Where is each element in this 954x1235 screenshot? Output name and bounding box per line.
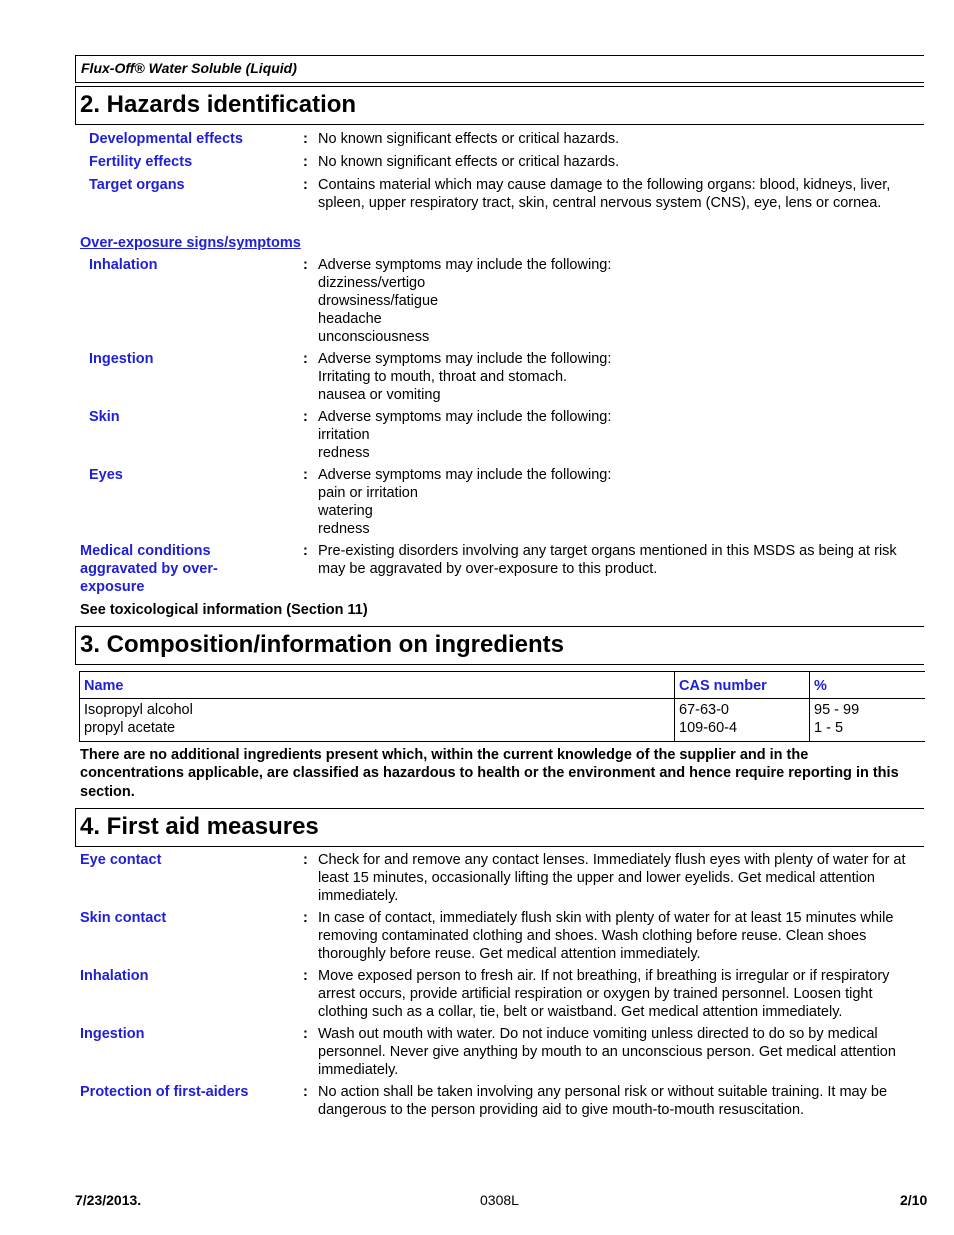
overexposure-ingestion-label: Ingestion (89, 351, 154, 367)
medical-conditions-label: Medical conditions aggravated by over-exposure (80, 543, 218, 595)
symptom-line: nausea or vomiting (318, 387, 441, 403)
symptom-line: irritation (318, 427, 370, 443)
symptom-line: Adverse symptoms may include the following: (318, 351, 612, 367)
first-aid-skin-label: Skin contact (80, 910, 167, 926)
first-aid-inhalation-value: Move exposed person to fresh air. If not breathing, if breathing is irregular or if respiratory arrest occurs, provide artificial respiration or oxygen by trained personnel. Loosen tight clothing such as a collar, tie, belt or waistband. Get medical attention immediately. (318, 968, 890, 1020)
developmental-effects-label: Developmental effects (89, 131, 243, 147)
ingredients-table (79, 671, 925, 742)
footer-date: 7/23/2013. (75, 1192, 142, 1208)
footer-page-number: 2/10 (900, 1192, 928, 1208)
first-aid-protection-row: Protection of first-aiders : No action shall be taken involving any personal risk or without suitable training. It may be dangerous to the person providing aid to give mouth-to-mouth resuscitation. (75, 1083, 924, 1119)
symptom-line: Irritating to mouth, throat and stomach. (318, 369, 568, 385)
symptom-line: redness (318, 521, 370, 537)
section-3-heading: 3. Composition/information on ingredients (75, 626, 924, 665)
symptom-line: Adverse symptoms may include the following: (318, 467, 612, 483)
overexposure-skin-label: Skin (89, 409, 120, 425)
fertility-effects-value: No known significant effects or critical hazards. (318, 154, 620, 170)
first-aid-ingestion-value: Wash out mouth with water. Do not induce vomiting unless directed to do so by medical personnel. Never give anything by mouth to an unconscious person. Get medical attention immediately. (318, 1026, 896, 1078)
first-aid-ingestion-row: Ingestion : Wash out mouth with water. Do not induce vomiting unless directed to do so by medical personnel. Never give anything by mouth to an unconscious person. Get medical attention immediately. (75, 1025, 924, 1079)
ingredient-names: Isopropyl alcohol propyl acetate (80, 698, 675, 741)
col-header-name: Name (80, 671, 675, 698)
overexposure-eyes-label: Eyes (89, 467, 123, 483)
first-aid-inhalation-row: Inhalation : Move exposed person to fresh air. If not breathing, if breathing is irregular or if respiratory arrest occurs, provide artificial respiration or oxygen by trained personnel. Loosen tight clothing such as a collar, tie, belt or waistband. Get medical attention immediately. (75, 967, 924, 1021)
symptom-line: Adverse symptoms may include the following: (318, 409, 612, 425)
fertility-effects-row: Fertility effects : No known significant effects or critical hazards. (75, 153, 924, 171)
footer-code: 0308L (480, 1192, 519, 1208)
first-aid-ingestion-label: Ingestion (80, 1026, 145, 1042)
developmental-effects-value: No known significant effects or critical hazards. (318, 131, 620, 147)
first-aid-protection-value: No action shall be taken involving any personal risk or without suitable training. It may be dangerous to the person providing aid to give mouth-to-mouth resuscitation. (318, 1084, 888, 1118)
first-aid-eye-row: Eye contact : Check for and remove any contact lenses. Immediately flush eyes with plenty of water for at least 15 minutes, occasionally lifting the upper and lower eyelids. Get medical attention immediately. (75, 851, 924, 905)
col-header-percent: % (810, 671, 926, 698)
developmental-effects-row: Developmental effects : No known significant effects or critical hazards. (75, 130, 924, 148)
table-header-row (80, 671, 926, 698)
symptom-line: drowsiness/fatigue (318, 293, 439, 309)
overexposure-eyes-row: Eyes : Adverse symptoms may include the following: pain or irritation watering redness (75, 466, 924, 538)
symptom-line: redness (318, 445, 370, 461)
medical-conditions-value: Pre-existing disorders involving any target organs mentioned in this MSDS as being at risk may be aggravated by over-exposure to this product. (318, 543, 897, 577)
target-organs-value: Contains material which may cause damage to the following organs: blood, kidneys, liver, spleen, upper respiratory tract, skin, central nervous system (CNS), eye, lens or cornea. (318, 177, 891, 211)
composition-note: There are no additional ingredients present which, within the current knowledge of the supplier and in the concentrations applicable, are classified as hazardous to health or the environment and hence require reporting in this section. (80, 746, 899, 800)
first-aid-skin-value: In case of contact, immediately flush skin with plenty of water for at least 15 minutes while removing contaminated clothing and shoes. Wash clothing before reuse. Clean shoes thoroughly before reuse. Get medical attention immediately. (318, 910, 894, 962)
first-aid-protection-label: Protection of first-aiders (80, 1084, 249, 1100)
ingredient-percentages: 95 - 99 1 - 5 (810, 698, 926, 741)
toxicological-note: See toxicological information (Section 11) (80, 602, 368, 618)
symptom-line: Adverse symptoms may include the following: (318, 257, 612, 273)
target-organs-row: Target organs : Contains material which may cause damage to the following organs: blood, kidneys, liver, spleen, upper respiratory tract, skin, central nervous system (CNS), eye, lens or cornea. (75, 176, 924, 212)
col-header-cas: CAS number (675, 671, 810, 698)
overexposure-inhalation-row: Inhalation : Adverse symptoms may include the following: dizziness/vertigo drowsiness/fatigue headache unconsciousness (75, 256, 924, 346)
symptom-line: unconsciousness (318, 329, 430, 345)
first-aid-skin-row: Skin contact : In case of contact, immediately flush skin with plenty of water for at least 15 minutes while removing contaminated clothing and shoes. Wash clothing before reuse. Clean shoes thoroughly before reuse. Get medical attention immediately. (75, 909, 924, 963)
section-2-heading: 2. Hazards identification (75, 86, 924, 125)
overexposure-ingestion-row: Ingestion : Adverse symptoms may include the following: Irritating to mouth, throat and stomach. nausea or vomiting (75, 350, 924, 404)
ingredient-cas-numbers: 67-63-0 109-60-4 (675, 698, 810, 741)
section-4-heading: 4. First aid measures (75, 808, 924, 847)
symptom-line: dizziness/vertigo (318, 275, 426, 291)
medical-conditions-row: Medical conditions aggravated by over-exposure : Pre-existing disorders involving any target organs mentioned in this MSDS as being at risk may be aggravated by over-exposure to this product. (75, 542, 924, 596)
overexposure-skin-row: Skin : Adverse symptoms may include the following: irritation redness (75, 408, 924, 462)
overexposure-heading[interactable]: Over-exposure signs/symptoms (80, 235, 301, 251)
overexposure-inhalation-label: Inhalation (89, 257, 158, 273)
table-row (80, 698, 926, 741)
symptom-line: pain or irritation (318, 485, 418, 501)
symptom-line: watering (318, 503, 373, 519)
target-organs-label: Target organs (89, 177, 185, 193)
first-aid-eye-label: Eye contact (80, 852, 162, 868)
first-aid-inhalation-label: Inhalation (80, 968, 149, 984)
fertility-effects-label: Fertility effects (89, 154, 193, 170)
symptom-line: headache (318, 311, 382, 327)
document-title: Flux-Off® Water Soluble (Liquid) (75, 55, 924, 83)
first-aid-eye-value: Check for and remove any contact lenses. Immediately flush eyes with plenty of water for at least 15 minutes, occasionally lifting the upper and lower eyelids. Get medical attention immediately. (318, 852, 906, 904)
